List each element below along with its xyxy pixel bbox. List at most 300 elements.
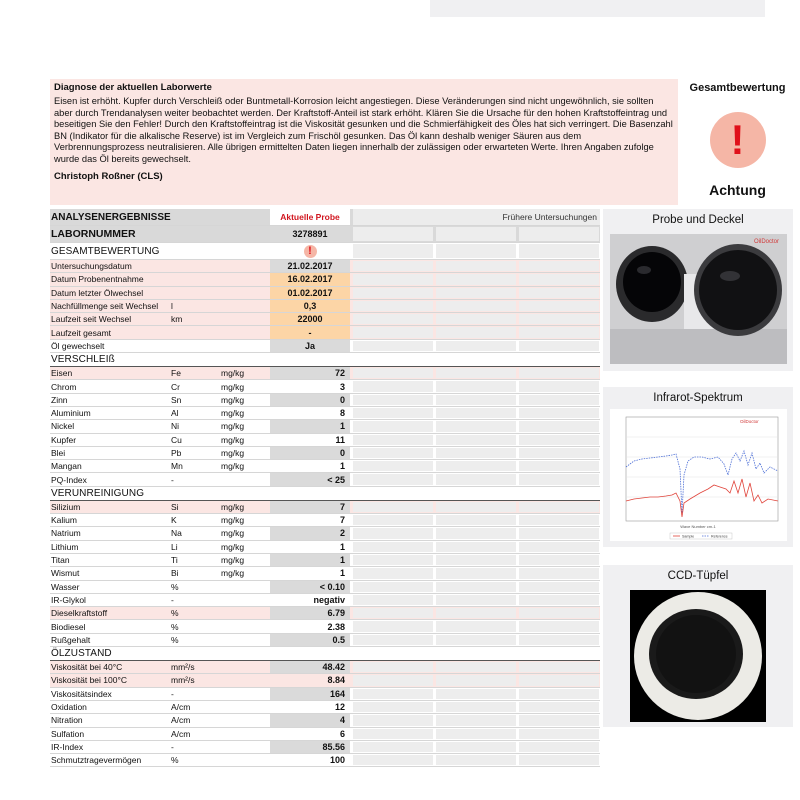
history-cell: [353, 274, 433, 284]
row-unit: [221, 326, 271, 338]
history-cell: [353, 528, 433, 538]
row-unit: mg/kg: [221, 568, 245, 579]
history-cell: [353, 408, 433, 418]
history-cell: [436, 515, 516, 525]
history-cell: [519, 715, 599, 725]
ir-legend-sample: Sample: [682, 534, 695, 539]
history-cell: [436, 542, 516, 552]
row-label: Chrom: [51, 381, 77, 392]
sample-photo-watermark: OilDoctor: [753, 239, 779, 245]
history-cell: [353, 555, 433, 565]
row-current-value: 0: [270, 394, 350, 406]
row-unit: mg/kg: [221, 501, 245, 512]
row-label: IR-Index: [51, 741, 84, 752]
section-header-oil-condition: [50, 647, 600, 661]
row-current-value: 72: [270, 367, 350, 379]
history-cell: [519, 675, 599, 685]
alert-icon-glyph: !: [730, 116, 745, 163]
history-cell: [353, 421, 433, 431]
history-cell: [519, 261, 599, 271]
row-unit: [221, 594, 271, 606]
row-unit: [221, 620, 271, 632]
row-unit: mg/kg: [221, 448, 245, 458]
history-cell: [436, 448, 516, 458]
row-symbol: [171, 273, 219, 285]
history-cell: [519, 274, 599, 284]
sample-photo: [610, 234, 787, 364]
row-current-value: 1: [339, 568, 345, 579]
table-row: [50, 714, 600, 727]
diagnosis-panel: [50, 79, 678, 205]
row-label: Silizium: [51, 501, 81, 512]
row-symbol: %: [171, 608, 179, 619]
history-cell: [519, 528, 599, 538]
row-unit: [221, 634, 271, 646]
row-label: Natrium: [51, 528, 81, 539]
row-label: Nachfüllmenge seit Wechsel: [51, 301, 159, 312]
table-row: [50, 527, 600, 540]
history-cell: [436, 327, 516, 337]
row-current-value: 0,3: [270, 300, 350, 312]
row-symbol: [171, 287, 219, 299]
table-row: [50, 367, 600, 380]
history-cell: [436, 568, 516, 578]
diagnosis-signature: Christoph Roßner (CLS): [54, 170, 163, 182]
table-header-row: [50, 209, 600, 226]
labnr-label: LABORNUMMER: [51, 228, 136, 240]
row-label: Öl gewechselt: [51, 340, 105, 351]
history-cell: [519, 689, 599, 699]
row-label: Blei: [51, 448, 66, 458]
table-row: [50, 620, 600, 633]
row-current-value: 7: [270, 501, 350, 513]
row-label: Mangan: [51, 461, 82, 472]
row-unit: [221, 340, 271, 352]
row-current-value: 164: [270, 688, 350, 700]
table-row: [50, 340, 600, 353]
row-label: Wismut: [51, 568, 80, 579]
row-unit: [221, 607, 271, 619]
row-current-value: 11: [335, 434, 345, 445]
row-label: Aluminium: [51, 408, 91, 419]
history-cell: [353, 314, 433, 324]
ir-spectrum-image: [610, 409, 787, 541]
row-current-value: 2: [270, 527, 350, 539]
row-symbol: -: [171, 474, 174, 485]
history-cell: [519, 408, 599, 418]
row-symbol: A/cm: [171, 715, 191, 726]
row-unit: [221, 701, 271, 713]
row-current-value: 1: [270, 554, 350, 566]
row-label: Dieselkraftstoff: [51, 608, 108, 619]
history-cell: [353, 702, 433, 712]
svg-text:Wave Number cm-1: Wave Number cm-1: [680, 524, 716, 529]
history-cell: [436, 555, 516, 565]
history-cell: [436, 675, 516, 685]
row-current-value: negativ: [313, 594, 345, 605]
table-row: [50, 473, 600, 486]
history-cell: [519, 568, 599, 578]
history-cell: [353, 301, 433, 311]
row-label: Biodiesel: [51, 621, 86, 632]
ccd-spot-panel: [603, 565, 793, 727]
row-symbol: Sn: [171, 394, 182, 405]
row-unit: mg/kg: [221, 541, 245, 552]
history-cell: [519, 542, 599, 552]
history-cell: [519, 755, 599, 765]
current-sample-header: Aktuelle Probe: [270, 209, 350, 225]
history-cell: [353, 435, 433, 445]
history-cell: [436, 528, 516, 538]
history-cell: [519, 742, 599, 752]
table-row: [50, 514, 600, 527]
history-cell: [353, 474, 433, 484]
history-cell: [519, 448, 599, 458]
analysis-results-table: [50, 209, 600, 767]
history-cell: [519, 244, 599, 258]
row-label: IR-Glykol: [51, 594, 86, 605]
row-symbol: %: [171, 581, 179, 592]
history-cell: [519, 635, 599, 645]
row-label: Sulfation: [51, 728, 85, 739]
history-cell: [436, 408, 516, 418]
table-row: [50, 260, 600, 273]
history-cell: [519, 301, 599, 311]
row-unit: mg/kg: [221, 515, 245, 526]
history-cell: [436, 274, 516, 284]
table-row: [50, 313, 600, 326]
history-cell: [519, 555, 599, 565]
row-current-value: 0.5: [270, 634, 350, 646]
history-cell: [436, 227, 516, 241]
table-row: [50, 380, 600, 393]
row-symbol: Cr: [171, 381, 180, 392]
row-current-value: 0: [270, 447, 350, 459]
row-symbol: l: [171, 301, 173, 312]
row-current-value: < 25: [270, 473, 350, 485]
table-row: [50, 287, 600, 300]
row-symbol: [171, 260, 219, 272]
section-header-wear: [50, 353, 600, 367]
history-header: Frühere Untersuchungen: [353, 209, 600, 225]
history-cell: [519, 621, 599, 631]
row-unit: [221, 714, 271, 726]
row-current-value: 7: [339, 515, 345, 526]
history-cell: [519, 288, 599, 298]
row-current-value: 6.79: [270, 607, 350, 619]
history-cell: [353, 368, 433, 378]
history-cell: [436, 502, 516, 512]
overall-rating-title: Gesamtbewertung: [689, 82, 786, 94]
row-current-value: 8: [339, 408, 345, 419]
row-symbol: -: [171, 594, 174, 605]
history-cell: [436, 755, 516, 765]
history-cell: [436, 368, 516, 378]
row-unit: [221, 287, 271, 299]
ir-spectrum-title: Infrarot-Spektrum: [653, 392, 743, 404]
history-cell: [519, 662, 599, 672]
row-symbol: Bi: [171, 568, 179, 579]
row-symbol: Si: [171, 501, 179, 512]
table-row: [50, 754, 600, 767]
history-cell: [436, 314, 516, 324]
row-label: Datum letzter Ölwechsel: [51, 287, 144, 298]
history-cell: [436, 261, 516, 271]
table-row: [50, 300, 600, 313]
row-symbol: [171, 340, 219, 352]
history-cell: [353, 675, 433, 685]
row-current-value: 3: [339, 381, 345, 392]
history-cell: [519, 227, 599, 241]
history-cell: [436, 635, 516, 645]
overall-rating-panel: [680, 79, 795, 207]
history-cell: [436, 244, 516, 258]
history-cell: [353, 461, 433, 471]
row-symbol: Al: [171, 408, 179, 419]
row-label: Oxidation: [51, 702, 87, 713]
history-cell: [353, 595, 433, 605]
history-cell: [519, 702, 599, 712]
row-current-value: 2.38: [327, 621, 345, 632]
history-cell: [353, 395, 433, 405]
table-row: [50, 447, 600, 460]
row-current-value: 22000: [270, 313, 350, 325]
row-current-value: 4: [270, 714, 350, 726]
history-cell: [436, 461, 516, 471]
row-label: PQ-Index: [51, 474, 87, 485]
table-row: [50, 674, 600, 687]
row-symbol: Ti: [171, 555, 178, 566]
history-cell: [436, 474, 516, 484]
history-cell: [519, 474, 599, 484]
row-label: Laufzeit gesamt: [51, 327, 112, 338]
row-symbol: Pb: [171, 448, 182, 458]
row-symbol: A/cm: [171, 728, 191, 739]
history-cell: [353, 502, 433, 512]
table-row: [50, 661, 600, 674]
row-symbol: Li: [171, 541, 178, 552]
overall-rating-row-label: GESAMTBEWERTUNG: [51, 245, 160, 257]
history-cell: [436, 381, 516, 391]
overall-rating-row: [50, 243, 600, 260]
history-cell: [436, 715, 516, 725]
row-unit: mg/kg: [221, 368, 245, 379]
row-label: Laufzeit seit Wechsel: [51, 314, 132, 325]
history-cell: [519, 515, 599, 525]
history-cell: [436, 435, 516, 445]
history-cell: [436, 595, 516, 605]
row-current-value: 1: [270, 420, 350, 432]
section-title-contamination: VERUNREINIGUNG: [51, 487, 145, 499]
history-cell: [436, 689, 516, 699]
table-row: [50, 728, 600, 741]
row-label: Untersuchungsdatum: [51, 261, 132, 272]
table-row: [50, 741, 600, 754]
history-cell: [353, 742, 433, 752]
row-label: Nickel: [51, 421, 75, 432]
labnr-row: [50, 226, 600, 243]
table-heading: ANALYSENERGEBNISSE: [51, 211, 171, 223]
row-label: Wasser: [51, 581, 80, 592]
section-title-oil-condition: ÖLZUSTAND: [51, 648, 112, 660]
history-cell: [353, 755, 433, 765]
history-cell: [436, 621, 516, 631]
row-current-value: 8.84: [327, 675, 345, 686]
row-unit: [221, 273, 271, 285]
row-unit: [221, 688, 271, 700]
row-unit: mg/kg: [221, 408, 245, 419]
diagnosis-title: Diagnose der aktuellen Laborwerte: [54, 82, 212, 93]
row-label: Zinn: [51, 394, 68, 405]
row-unit: [221, 754, 271, 766]
history-cell: [353, 568, 433, 578]
table-row: [50, 594, 600, 607]
row-unit: mg/kg: [221, 434, 245, 445]
history-cell: [436, 421, 516, 431]
row-label: Viskositätsindex: [51, 688, 112, 699]
alert-icon: !: [304, 245, 317, 258]
history-cell: [519, 327, 599, 337]
row-current-value: 85.56: [270, 741, 350, 753]
history-cell: [519, 729, 599, 739]
row-label: Titan: [51, 555, 70, 566]
history-cell: [436, 341, 516, 351]
ccd-spot-image: [630, 590, 766, 722]
table-row: [50, 501, 600, 514]
overall-rating-row-icon: [270, 243, 350, 259]
row-unit: [221, 728, 271, 740]
row-label: Datum Probenentnahme: [51, 274, 144, 285]
history-cell: [353, 244, 433, 258]
ir-watermark: OilDoctor: [740, 419, 759, 424]
row-unit: [221, 313, 271, 325]
table-row: [50, 273, 600, 286]
row-symbol: Cu: [171, 434, 182, 445]
sample-photo-panel: [603, 209, 793, 371]
row-current-value: -: [270, 326, 350, 338]
overall-rating-label: Achtung: [709, 182, 766, 198]
table-row: [50, 554, 600, 567]
row-unit: [221, 581, 271, 593]
history-cell: [353, 261, 433, 271]
row-current-value: Ja: [270, 340, 350, 352]
row-unit: mg/kg: [221, 394, 245, 405]
history-cell: [353, 448, 433, 458]
history-cell: [353, 715, 433, 725]
row-current-value: 100: [329, 755, 345, 766]
row-current-value: 01.02.2017: [270, 287, 350, 299]
history-cell: [353, 608, 433, 618]
table-row: [50, 407, 600, 420]
history-cell: [519, 314, 599, 324]
history-cell: [353, 662, 433, 672]
row-unit: [221, 473, 271, 485]
row-symbol: Na: [171, 528, 182, 539]
row-label: Viskosität bei 40°C: [51, 662, 123, 673]
row-current-value: < 0.10: [270, 581, 350, 593]
row-label: Rußgehalt: [51, 634, 91, 645]
diagnosis-text: Eisen ist erhöht. Kupfer durch Verschleiß oder Buntmetall-Korrosion leicht angestiegen. Diese Veränderungen sind nicht ungewöhnlich, sie sollten aber durch Trendanalysen weiter beobachtet werden. Der Kraftstoff-Anteil ist stark erhöht. Klären Sie die Ursache für den hohen Kraftstoffeintrag und beseitigen Sie den Fehler! Durch den Kraftstoffeintrag ist die Viskosität gesunken und die Schmierfähigkeit des Öles hat sich verringert. Die Basenzahl BN (Indikator für die alkalische Reserve) ist im Vergleich zum Frischöl gesunken. Das Öl kann deshalb weniger Säuren aus dem Verbrennungsprozess neutralisieren. Alle übrigen ermittelten Daten liegen innerhalb der zulässigen oder erwarteten Werte. Ihren Angaben zufolge wurde das Öl bereits gewechselt.: [54, 96, 673, 164]
history-cell: [436, 608, 516, 618]
row-unit: [221, 661, 271, 673]
history-cell: [436, 395, 516, 405]
row-label: Viskosität bei 100°C: [51, 675, 128, 686]
history-cell: [353, 635, 433, 645]
row-current-value: 6: [339, 728, 345, 739]
row-symbol: [171, 326, 219, 338]
table-row: [50, 581, 600, 594]
row-unit: [221, 741, 271, 753]
history-cell: [353, 381, 433, 391]
history-cell: [436, 301, 516, 311]
history-cell: [436, 288, 516, 298]
row-label: Kalium: [51, 515, 77, 526]
row-symbol: A/cm: [171, 702, 191, 713]
history-cell: [519, 368, 599, 378]
row-unit: [221, 300, 271, 312]
row-symbol: mm²/s: [171, 675, 195, 686]
table-row: [50, 567, 600, 580]
row-unit: mg/kg: [221, 421, 245, 432]
table-row: [50, 607, 600, 620]
history-cell: [519, 421, 599, 431]
history-cell: [353, 729, 433, 739]
row-symbol: K: [171, 515, 177, 526]
row-symbol: -: [171, 688, 174, 699]
history-cell: [519, 435, 599, 445]
row-symbol: %: [171, 621, 179, 632]
row-symbol: Ni: [171, 421, 180, 432]
history-cell: [519, 381, 599, 391]
history-cell: [436, 662, 516, 672]
alert-icon: [710, 112, 766, 168]
row-symbol: km: [171, 314, 183, 325]
row-current-value: 16.02.2017: [270, 273, 350, 285]
history-cell: [519, 582, 599, 592]
table-row: [50, 326, 600, 339]
history-cell: [436, 729, 516, 739]
row-symbol: Mn: [171, 461, 183, 472]
row-current-value: 12: [334, 702, 345, 713]
row-unit: [221, 674, 271, 686]
table-row: [50, 541, 600, 554]
row-label: Lithium: [51, 541, 79, 552]
history-cell: [353, 288, 433, 298]
history-cell: [519, 608, 599, 618]
history-cell: [353, 621, 433, 631]
table-row: [50, 701, 600, 714]
history-cell: [353, 689, 433, 699]
row-symbol: mm²/s: [171, 662, 195, 673]
row-current-value: 21.02.2017: [270, 260, 350, 272]
row-unit: mg/kg: [221, 461, 245, 472]
row-symbol: %: [171, 634, 179, 645]
ir-legend-reference: Reference: [711, 534, 728, 539]
ir-spectrum-panel: [603, 387, 793, 547]
history-cell: [353, 542, 433, 552]
history-cell: [353, 582, 433, 592]
top-header-bar: [430, 0, 765, 17]
table-row: [50, 634, 600, 647]
row-symbol: -: [171, 741, 174, 752]
history-cell: [519, 595, 599, 605]
row-current-value: 1: [339, 541, 345, 552]
history-cell: [519, 461, 599, 471]
table-row: [50, 688, 600, 701]
row-symbol: Fe: [171, 368, 181, 379]
section-title-wear: VERSCHLEIß: [51, 354, 115, 366]
row-unit: mg/kg: [221, 381, 245, 392]
